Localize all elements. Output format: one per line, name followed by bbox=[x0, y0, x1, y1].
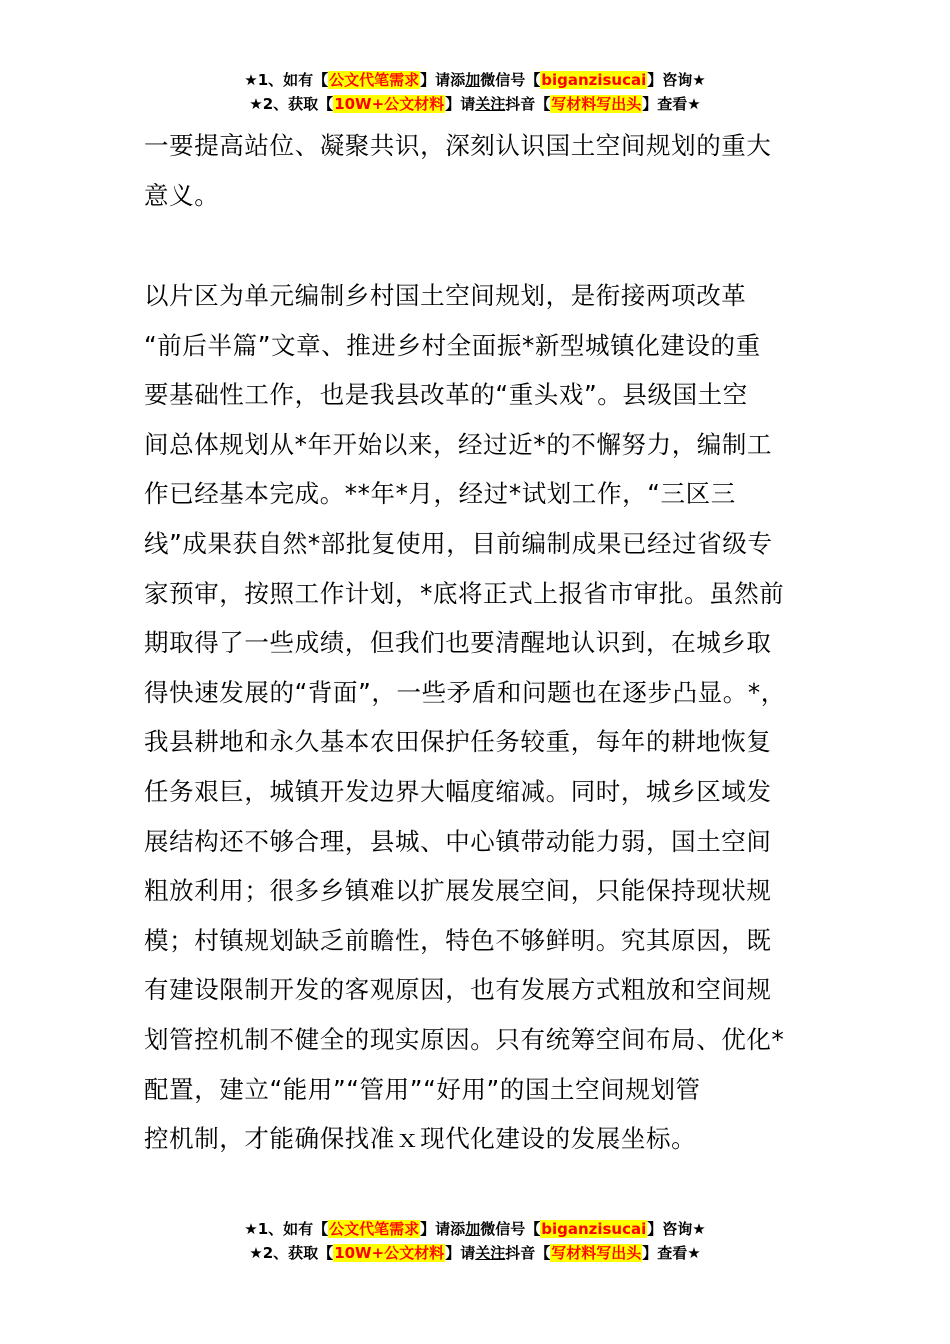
highlight-label: 10W+公文材料 bbox=[334, 1244, 445, 1262]
banner-text: ★1、如有【 bbox=[244, 71, 329, 89]
douyin-account-highlight: 写材料写出头 bbox=[551, 95, 642, 113]
banner-line-1 bbox=[0, 68, 950, 92]
text-line: 有建设限制开发的客观原因，也有发展方式粗放和空间规 bbox=[144, 975, 772, 1005]
banner-text: 】查看★ bbox=[642, 1244, 701, 1262]
footer-banner bbox=[0, 1217, 950, 1265]
text-line: 线”成果获自然*部批复使用，目前编制成果已经过省级专 bbox=[144, 528, 773, 558]
text-line: 家预审，按照工作计划，*底将正式上报省市审批。虽然前 bbox=[144, 578, 785, 608]
banner-text: 微信号【 bbox=[480, 1220, 541, 1238]
text-line: 期取得了一些成绩，但我们也要清醒地认识到，在城乡取 bbox=[144, 628, 772, 658]
douyin-account-highlight: 写材料写出头 bbox=[551, 1244, 642, 1262]
text-line: 我县耕地和永久基本农田保护任务较重，每年的耕地恢复 bbox=[144, 727, 772, 757]
banner-text: 】咨询★ bbox=[647, 1220, 706, 1238]
banner-text: ★2、获取【 bbox=[249, 95, 334, 113]
text-line: 展结构还不够合理，县城、中心镇带动能力弱，国土空间 bbox=[144, 826, 772, 856]
paragraph-body bbox=[144, 271, 809, 1164]
text-line: 间总体规划从*年开始以来，经过近*的不懈努力，编制工 bbox=[144, 429, 773, 459]
banner-text: 】查看★ bbox=[642, 95, 701, 113]
banner-line-2 bbox=[0, 92, 950, 116]
underlined-text: 关注 bbox=[475, 95, 506, 113]
banner-text: 】请 bbox=[445, 1244, 476, 1262]
text-line: 模；村镇规划缺乏前瞻性，特色不够鲜明。究其原因，既 bbox=[144, 925, 772, 955]
text-line: 任务艰巨，城镇开发边界大幅度缩减。同时，城乡区域发 bbox=[144, 776, 772, 806]
banner-line-1 bbox=[0, 1217, 950, 1241]
highlight-label: 10W+公文材料 bbox=[334, 95, 445, 113]
highlight-label: 公文代笔需求 bbox=[329, 1220, 420, 1238]
text-line: 一要提高站位、凝聚共识，深刻认识国土空间规划的重大 bbox=[144, 131, 772, 160]
text-line: 划管控机制不健全的现实原因。只有统筹空间布局、优化* bbox=[144, 1024, 785, 1054]
wechat-id-highlight: biganzisucai bbox=[541, 1220, 647, 1238]
text-line: 控机制，才能确保找准ｘ现代化建设的发展坐标。 bbox=[144, 1124, 697, 1154]
highlight-label: 公文代笔需求 bbox=[329, 71, 420, 89]
underlined-text: 关注 bbox=[475, 1244, 506, 1262]
banner-text: 】咨询★ bbox=[647, 71, 706, 89]
banner-text: ★2、获取【 bbox=[249, 1244, 334, 1262]
wechat-id-highlight: biganzisucai bbox=[541, 71, 647, 89]
underlined-text: 加 bbox=[465, 71, 481, 89]
header-banner bbox=[0, 68, 950, 116]
text-line: 要基础性工作，也是我县改革的“重头戏”。县级国土空 bbox=[144, 380, 748, 410]
text-line: 得快速发展的“背面”，一些矛盾和问题也在逐步凸显。*， bbox=[144, 677, 786, 707]
banner-text: 】请添 bbox=[420, 1220, 466, 1238]
text-line: 以片区为单元编制乡村国土空间规划，是衔接两项改革 bbox=[144, 281, 747, 310]
banner-text: 】请 bbox=[445, 95, 476, 113]
banner-line-2 bbox=[0, 1241, 950, 1265]
text-line: 作已经基本完成。**年*月，经过*试划工作，“三区三 bbox=[144, 479, 736, 509]
paragraph-heading bbox=[144, 121, 809, 220]
banner-text: 】请添 bbox=[420, 71, 466, 89]
text-line: 意义。 bbox=[144, 180, 220, 210]
banner-text: ★1、如有【 bbox=[244, 1220, 329, 1238]
text-line: 配置，建立“能用”“管用”“好用”的国土空间规划管 bbox=[144, 1074, 701, 1104]
text-line: “前后半篇”文章、推进乡村全面振*新型城镇化建设的重 bbox=[144, 330, 761, 360]
banner-text: 抖音【 bbox=[505, 95, 551, 113]
banner-text: 微信号【 bbox=[480, 71, 541, 89]
underlined-text: 加 bbox=[465, 1220, 481, 1238]
banner-text: 抖音【 bbox=[505, 1244, 551, 1262]
text-line: 粗放利用；很多乡镇难以扩展发展空间，只能保持现状规 bbox=[144, 876, 772, 906]
